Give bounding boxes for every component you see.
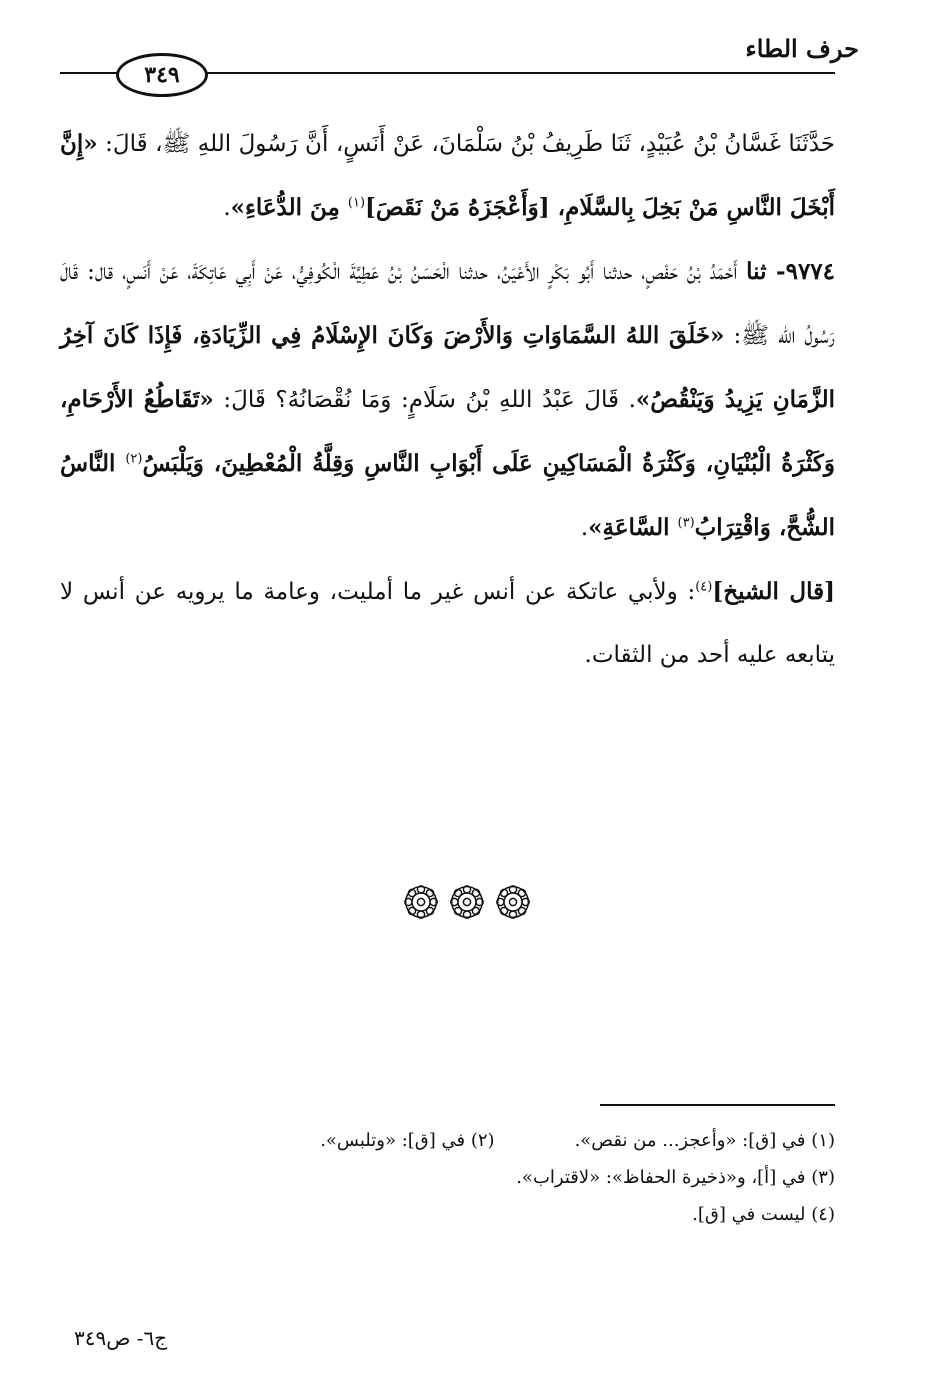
footnote-ref: (٤): [695, 579, 713, 595]
hadith-matn: «إِنَّ أَبْخَلَ النَّاسِ مَنْ بَخِلَ بِالسَّلَامِ، [وَأَعْجَزَهُ مَنْ نَقَصَ]: [60, 130, 835, 221]
hadith-number: ٩٧٧٤- ثنا: [746, 258, 836, 285]
footnotes: [135, 1122, 835, 1233]
narration-chain: أَحْمَدُ بْنُ حَفْصٍ، حدثنا أَبُو بَكْرٍ الأَعْيَنُ، حدثنا الْحَسَنُ بْنُ عَطِيَّةَ الْكُوفِيُّ، عَنْ أَبِي عَاتِكَةَ، عَنْ أَنَسٍ، قال: قَالَ رَسُولُ الله ﷺ:: [60, 259, 835, 349]
footnote-ref: (٣): [677, 515, 695, 531]
footnote-rule: [600, 1104, 835, 1106]
hadith-matn: النَّاسُ الشُّحَّ، وَاقْتِرَابُ: [60, 450, 835, 541]
footnote-4: (٤) ليست في [ق].: [692, 1204, 835, 1225]
volume-page-ref: ج٦- ص٣٤٩: [74, 1326, 168, 1350]
page-number-badge: ٣٤٩: [116, 53, 208, 97]
ornament-rosette-icon: [403, 884, 439, 920]
ornament-rosette-icon: [449, 884, 485, 920]
chapter-title: حرف الطاء: [745, 34, 859, 63]
footnote-1: (١) في [ق]: «وأعجز... من نقص».: [574, 1130, 835, 1151]
period: .: [223, 195, 231, 221]
footnote-2: (٢) في [ق]: «وتلبس».: [320, 1130, 495, 1151]
comment-text: : ولأبي عاتكة عن أنس غير ما أمليت، وعامة ما يرويه عن أنس لا يتابعه عليه أحد من الثقات.: [60, 579, 835, 668]
hadith-paragraph-2: [60, 240, 835, 560]
ornament-divider: [0, 884, 933, 920]
narration-text: . قَالَ عَبْدُ اللهِ بْنُ سَلَامٍ: وَمَا نُقْصَانُهُ؟ قَالَ:: [213, 387, 636, 413]
footnote-3: (٣) في [أ]، و«ذخيرة الحفاظ»: «لاقتراب».: [516, 1167, 835, 1188]
hadith-matn: السَّاعَةِ»: [588, 514, 678, 541]
footnote-ref: (٢): [125, 451, 143, 467]
sheikh-comment: [60, 560, 835, 687]
sheikh-label: [قال الشيخ]: [712, 578, 835, 605]
hadith-matn: مِنَ الدُّعَاءِ»: [230, 194, 348, 221]
footnote-row: [135, 1122, 835, 1159]
hadith-matn: «خَلَقَ اللهُ السَّمَاوَاتِ وَالأَرْضَ وَكَانَ الإِسْلَامُ فِي الزِّيَادَةِ، فَإِذَا كَانَ آخِرُ الزَّمَانِ يَزِيدُ وَيَنْقُصُ»: [60, 322, 836, 413]
hadith-matn: «تَقَاطُعُ الأَرْحَامِ، وَكَثْرَةُ الْبُنْيَانِ، وَكَثْرَةُ الْمَسَاكِينِ عَلَى أَبْوَابِ النَّاسِ وَقِلَّةُ الْمُعْطِينَ، وَيَلْبَسُ: [60, 386, 835, 477]
footnote-ref: (١): [347, 195, 366, 211]
hadith-paragraph-1: [60, 112, 835, 240]
period: .: [580, 515, 589, 541]
hadith-text: [60, 112, 835, 687]
ornament-rosette-icon: [495, 884, 531, 920]
narration-chain: حَدَّثَنَا غَسَّانُ بْنُ عُبَيْدٍ، ثَنَا طَرِيفُ بْنُ سَلْمَانَ، عَنْ أَنَسٍ، أَنَّ رَسُولَ اللهِ ﷺ، قَالَ:: [97, 131, 835, 157]
